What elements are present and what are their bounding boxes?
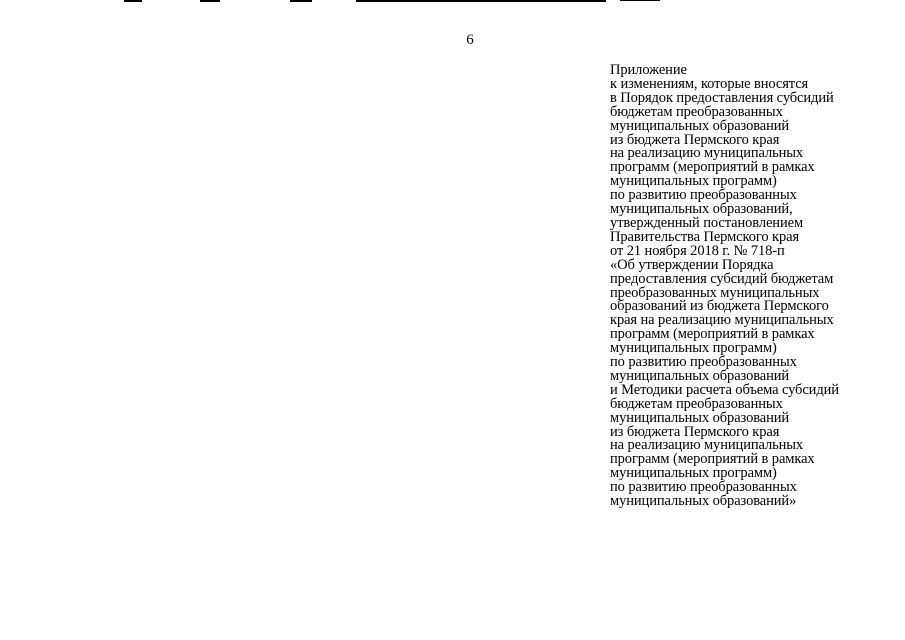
appendix-line: в Порядок предоставления субсидий — [610, 89, 834, 106]
appendix-line: по развитию преобразованных — [610, 187, 797, 204]
scan-mark — [356, 0, 606, 2]
appendix-line: и Методики расчета объема субсидий — [610, 381, 839, 398]
appendix-line: утвержденный постановлением — [610, 214, 804, 231]
appendix-line: муниципальных образований — [610, 409, 790, 426]
scan-mark — [290, 0, 312, 2]
appendix-line: муниципальных образований — [610, 367, 790, 384]
appendix-line: преобразованных муниципальных — [610, 284, 820, 301]
scan-mark — [200, 0, 220, 2]
appendix-line: по развитию преобразованных — [610, 479, 797, 496]
appendix-line: муниципальных программ) — [610, 465, 777, 482]
header-scan-marks — [0, 0, 905, 4]
appendix-line: бюджетам преобразованных — [610, 395, 783, 412]
appendix-line: к изменениям, которые вносятся — [610, 75, 809, 92]
appendix-line: программ (мероприятий в рамках — [610, 326, 815, 343]
appendix-line: на реализацию муниципальных — [610, 145, 804, 162]
scan-mark — [620, 0, 660, 1]
appendix-line: Правительства Пермского края — [610, 228, 800, 245]
appendix-line: муниципальных образований» — [610, 493, 797, 510]
appendix-line: Приложение — [610, 62, 687, 78]
appendix-line: программ (мероприятий в рамках — [610, 159, 815, 176]
appendix-line: предоставления субсидий бюджетам — [610, 270, 834, 287]
appendix-header-block — [610, 64, 900, 509]
appendix-line: по развитию преобразованных — [610, 354, 797, 371]
appendix-line: «Об утверждении Порядка — [610, 256, 774, 273]
appendix-line: из бюджета Пермского края — [610, 423, 780, 440]
appendix-line: образований из бюджета Пермского — [610, 298, 829, 315]
appendix-line: программ (мероприятий в рамках — [610, 451, 815, 468]
appendix-line: бюджетам преобразованных — [610, 103, 783, 120]
appendix-line: на реализацию муниципальных — [610, 437, 804, 454]
appendix-line: муниципальных образований — [610, 117, 790, 134]
appendix-line: муниципальных образований, — [610, 201, 793, 218]
appendix-line: края на реализацию муниципальных — [610, 312, 834, 329]
scan-mark — [124, 0, 142, 2]
page-number: 6 — [466, 32, 474, 48]
appendix-line: муниципальных программ) — [610, 173, 777, 190]
appendix-line: из бюджета Пермского края — [610, 131, 780, 148]
appendix-line: муниципальных программ) — [610, 340, 777, 357]
appendix-line: от 21 ноября 2018 г. № 718-п — [610, 242, 785, 259]
